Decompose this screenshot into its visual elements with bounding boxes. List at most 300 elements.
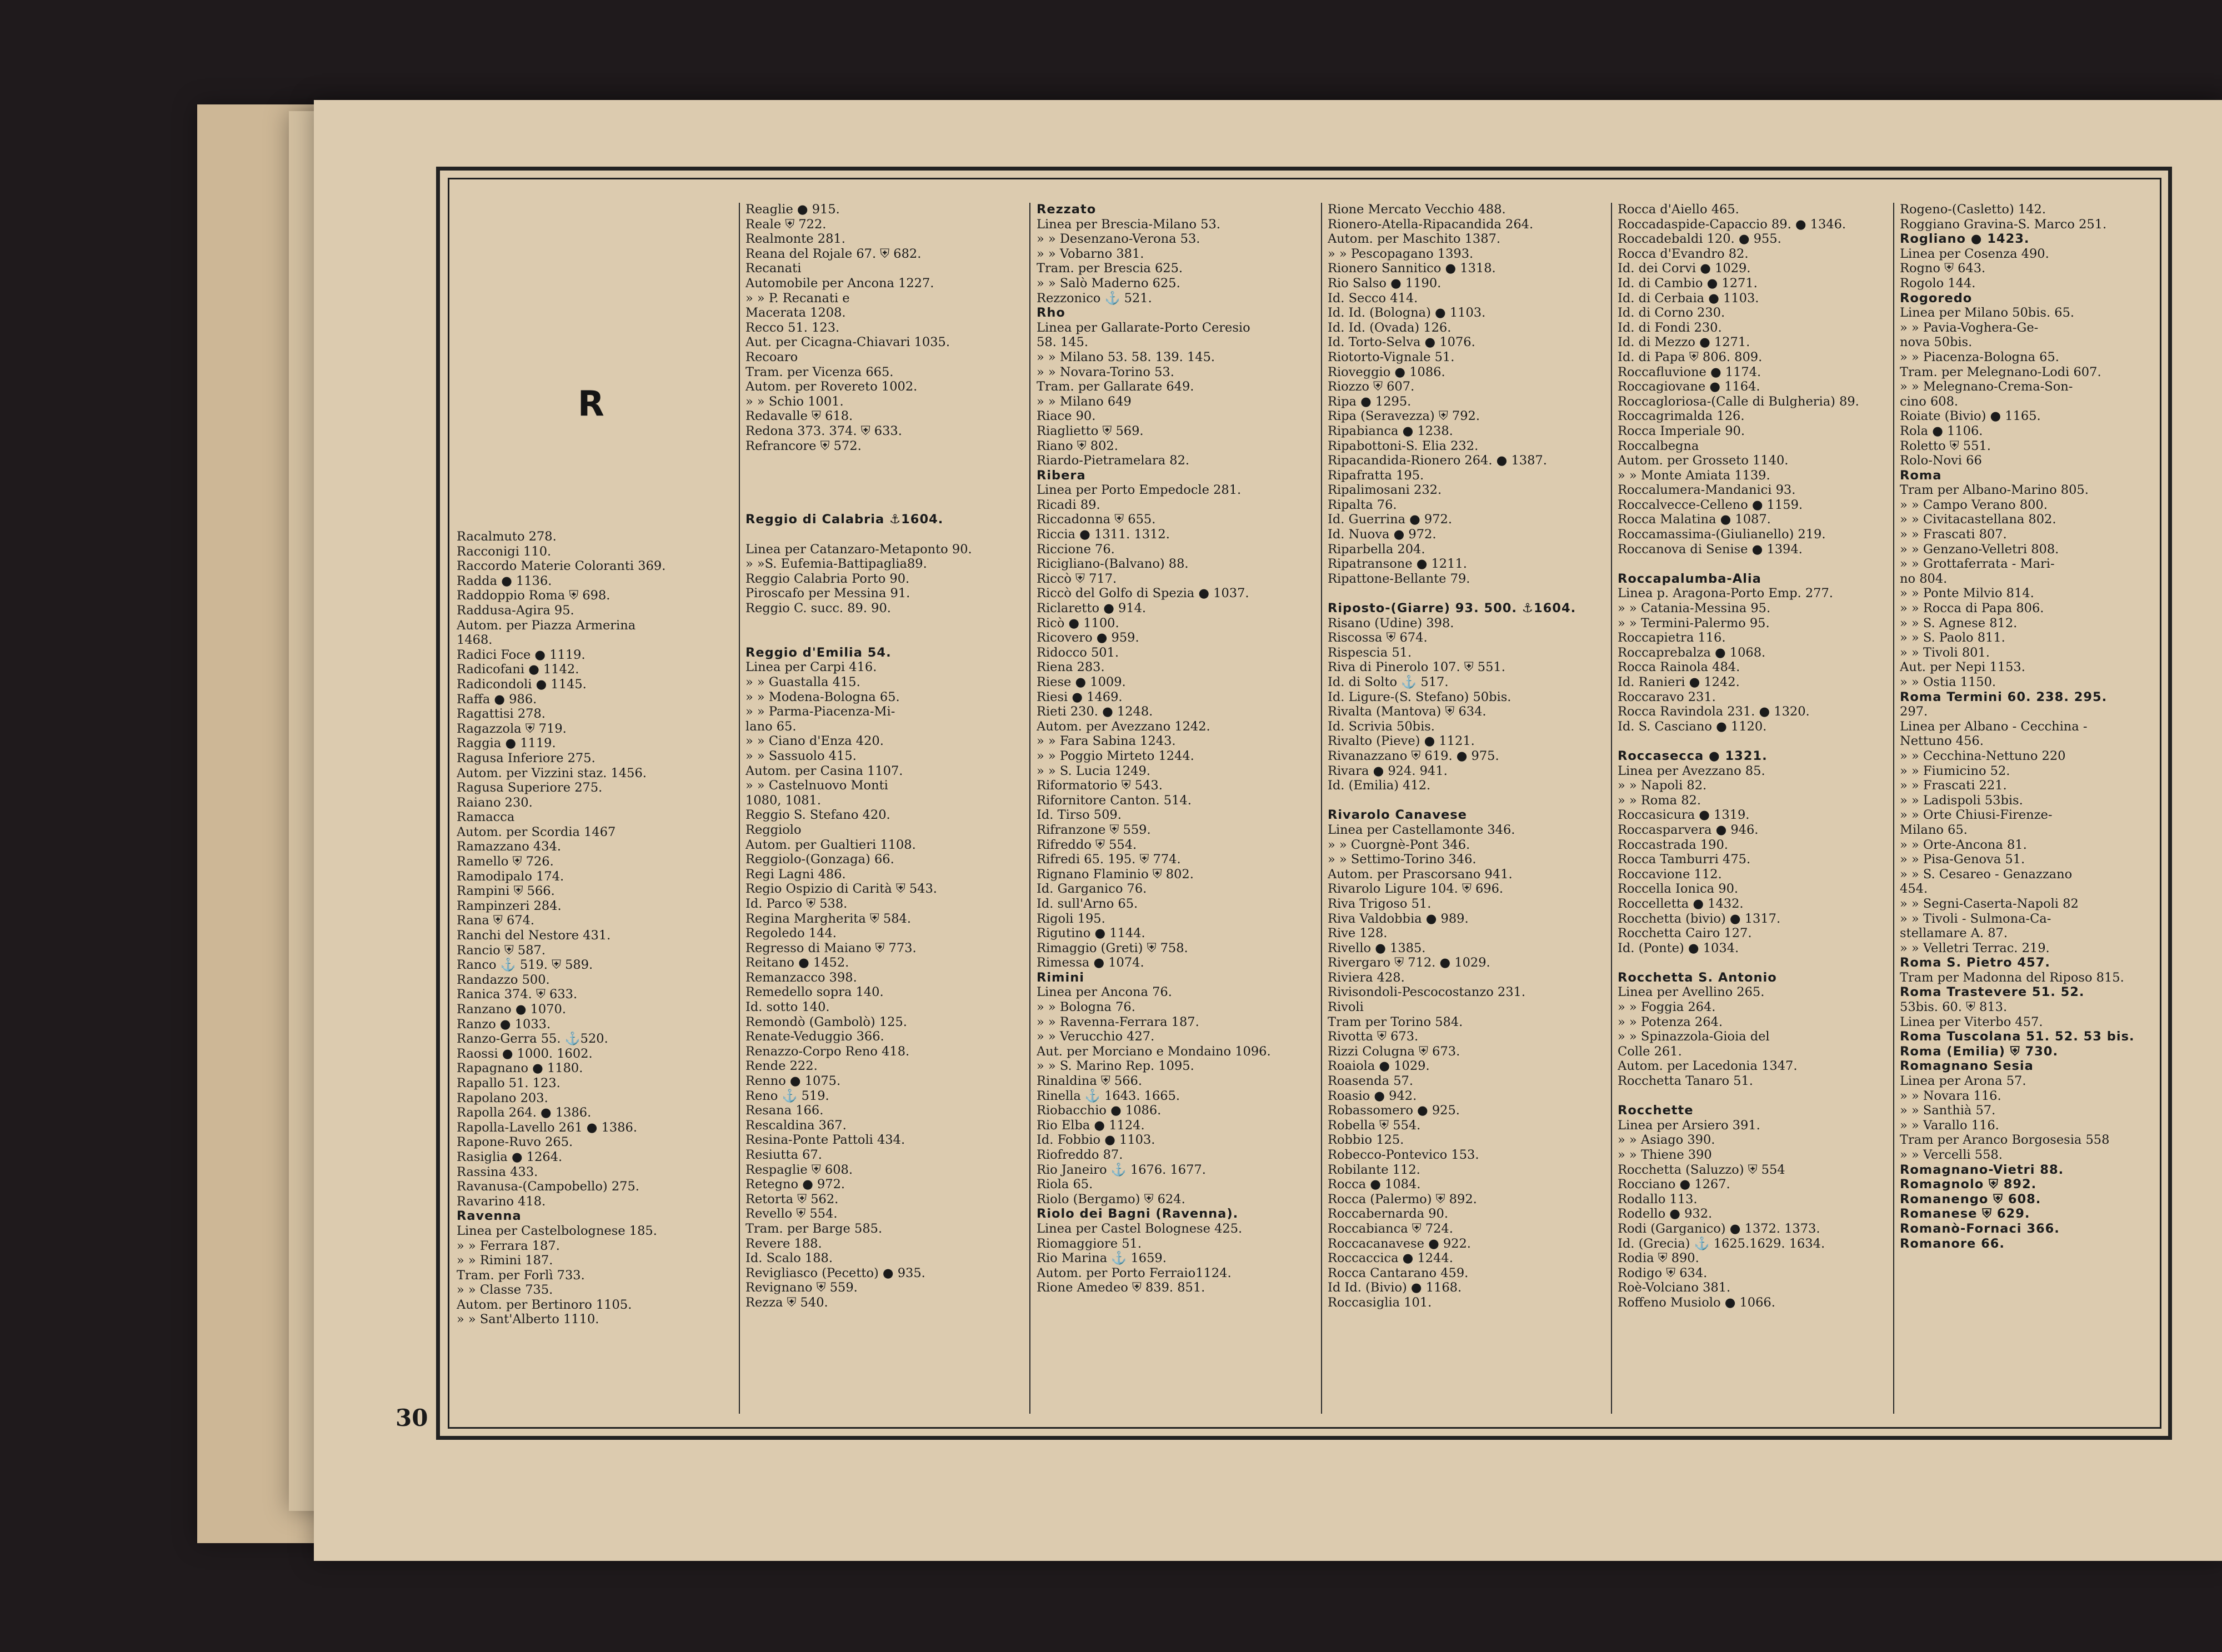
index-entry: Riformatorio ⛨ 543. bbox=[1037, 778, 1163, 793]
index-entry: » » S. Agnese 812. bbox=[1900, 615, 2018, 630]
index-entry: Regoledo 144. bbox=[745, 926, 837, 941]
index-entry: Raggia ● 1119. bbox=[457, 736, 556, 751]
index-entry: Rocchetta S. Antonio bbox=[1618, 970, 1777, 985]
index-entry: Id. (Emilia) 412. bbox=[1328, 778, 1431, 793]
index-entry: » » Grottaferrata - Mari- bbox=[1900, 557, 2055, 572]
index-entry: » » Vobarno 381. bbox=[1037, 246, 1144, 261]
index-entry: Roiate (Bivio) ● 1165. bbox=[1900, 409, 2041, 424]
index-entry: Rodigo ⛨ 634. bbox=[1618, 1265, 1708, 1280]
index-entry: Rio Marina ⚓ 1659. bbox=[1037, 1251, 1167, 1266]
index-entry: Rapolla-Lavello 261 ● 1386. bbox=[457, 1120, 637, 1135]
index-entry: Rionero-Atella-Ripacandida 264. bbox=[1328, 217, 1534, 232]
index-entry bbox=[1328, 793, 1608, 808]
index-entry: Reggio C. succ. 89. 90. bbox=[745, 601, 891, 616]
index-entry: » » Orte-Ancona 81. bbox=[1900, 837, 2027, 852]
index-entry: Rancio ⛨ 587. bbox=[457, 943, 546, 958]
index-entry: » » Melegnano-Crema-Son- bbox=[1900, 379, 2073, 394]
column-separator bbox=[1611, 203, 1612, 1414]
index-entry: Riese ● 1009. bbox=[1037, 675, 1126, 689]
index-entry: Ripalta 76. bbox=[1328, 497, 1397, 512]
index-entry: » » Monte Amiata 1139. bbox=[1618, 468, 1770, 483]
index-entry: Ravarino 418. bbox=[457, 1194, 546, 1209]
index-entry: Roaiola ● 1029. bbox=[1328, 1059, 1430, 1074]
index-entry: Rocciano ● 1267. bbox=[1618, 1177, 1730, 1192]
index-entry: Revignano ⛨ 559. bbox=[745, 1280, 858, 1295]
index-entry: Resana 166. bbox=[745, 1103, 824, 1118]
index-entry: Radicondoli ● 1145. bbox=[457, 677, 587, 692]
index-entry: Id. di Fondi 230. bbox=[1618, 320, 1722, 335]
index-entry: Rivanazzano ⛨ 619. ● 975. bbox=[1328, 748, 1499, 763]
index-entry: » » Frascati 807. bbox=[1900, 527, 2007, 542]
index-entry: Randazzo 500. bbox=[457, 972, 550, 987]
index-entry: Renate-Veduggio 366. bbox=[745, 1029, 884, 1044]
index-entry: Rogliano ● 1423. bbox=[1900, 232, 2030, 247]
index-entry: Raffa ● 986. bbox=[457, 692, 537, 707]
index-entry: Id. Nuova ● 972. bbox=[1328, 527, 1437, 542]
index-entry: Id. Ranieri ● 1242. bbox=[1618, 675, 1740, 689]
index-entry: Rivergaro ⛨ 712. ● 1029. bbox=[1328, 955, 1490, 970]
index-entry: Rimessa ● 1074. bbox=[1037, 955, 1144, 970]
index-entry: Rispescia 51. bbox=[1328, 645, 1412, 660]
index-entry: » » S. Paolo 811. bbox=[1900, 630, 2005, 645]
index-entry: Radici Foce ● 1119. bbox=[457, 647, 585, 662]
index-entry: Riomaggiore 51. bbox=[1037, 1236, 1142, 1251]
index-entry: » » Poggio Mirteto 1244. bbox=[1037, 748, 1194, 763]
index-entry: » » Fiumicino 52. bbox=[1900, 763, 2010, 778]
index-entry: Rionero Sannitico ● 1318. bbox=[1328, 261, 1496, 276]
index-entry: Rogoredo bbox=[1900, 291, 1973, 306]
index-entry: Ramacca bbox=[457, 810, 515, 825]
index-entry: Rocca (Palermo) ⛨ 892. bbox=[1328, 1192, 1477, 1207]
index-entry: Regina Margherita ⛨ 584. bbox=[745, 911, 912, 926]
index-entry: Roccadebaldi 120. ● 955. bbox=[1618, 232, 1781, 247]
index-entry: Reggio S. Stefano 420. bbox=[745, 808, 890, 823]
index-entry: » » Ponte Milvio 814. bbox=[1900, 586, 2034, 601]
index-entry: » » Milano 649 bbox=[1037, 394, 1132, 409]
index-entry: » » S. Cesareo - Genazzano bbox=[1900, 867, 2073, 882]
index-entry: Raossi ● 1000. 1602. bbox=[457, 1046, 593, 1061]
index-entry: Riccò del Golfo di Spezia ● 1037. bbox=[1037, 586, 1249, 601]
index-entry: Revigliasco (Pecetto) ● 935. bbox=[745, 1265, 925, 1280]
index-entry: Rio Janeiro ⚓ 1676. 1677. bbox=[1037, 1162, 1206, 1177]
index-entry: Rivalto (Pieve) ● 1121. bbox=[1328, 734, 1475, 749]
index-entry: Rivara ● 924. 941. bbox=[1328, 763, 1448, 778]
index-entry: Rio Salso ● 1190. bbox=[1328, 276, 1442, 291]
index-entry: Rocchetta Cairo 127. bbox=[1618, 926, 1752, 941]
index-entry: Ribera bbox=[1037, 468, 1086, 483]
index-entry: Roccastrada 190. bbox=[1618, 837, 1728, 852]
index-entry: Roccagloriosa-(Calle di Bulgheria) 89. bbox=[1618, 394, 1859, 409]
index-entry bbox=[1618, 557, 1898, 572]
index-entry: Roccasiglia 101. bbox=[1328, 1295, 1432, 1310]
index-entry: nova 50bis. bbox=[1900, 335, 1973, 350]
index-entry: Autom. per Piazza Armerina bbox=[457, 618, 636, 633]
index-entry: Racalmuto 278. bbox=[457, 529, 557, 544]
index-entry: Rivarolo Ligure 104. ⛨ 696. bbox=[1328, 882, 1504, 897]
index-entry: Rioveggio ● 1086. bbox=[1328, 364, 1445, 379]
index-entry: » » Pisa-Genova 51. bbox=[1900, 852, 2025, 867]
index-entry: Rogeno-(Casletto) 142. bbox=[1900, 202, 2046, 217]
index-entry: Revello ⛨ 554. bbox=[745, 1207, 838, 1222]
index-entry: Rive 128. bbox=[1328, 926, 1388, 941]
index-entry: » » Potenza 264. bbox=[1618, 1014, 1723, 1029]
index-entry: Riotorto-Vignale 51. bbox=[1328, 349, 1455, 364]
index-entry: Id. Secco 414. bbox=[1328, 291, 1418, 306]
index-entry: Rifreddo ⛨ 554. bbox=[1037, 837, 1137, 852]
index-entry bbox=[1328, 586, 1608, 601]
index-entry: » » Roma 82. bbox=[1618, 793, 1701, 808]
index-entry: Roma Termini 60. 238. 295. bbox=[1900, 689, 2108, 704]
index-entry bbox=[745, 468, 1026, 483]
index-entry: Rasiglia ● 1264. bbox=[457, 1149, 563, 1164]
index-entry: Rimini bbox=[1037, 970, 1084, 985]
index-entry: Linea per Carpi 416. bbox=[745, 660, 877, 675]
index-entry: Roccelletta ● 1432. bbox=[1618, 896, 1744, 911]
index-entry: » » Velletri Terrac. 219. bbox=[1900, 940, 2050, 955]
index-entry: » » Pescopagano 1393. bbox=[1328, 246, 1474, 261]
index-entry: Id. di Corno 230. bbox=[1618, 306, 1725, 321]
index-entry: Tram. per Melegnano-Lodi 607. bbox=[1900, 364, 2101, 379]
index-entry: Rione Mercato Vecchio 488. bbox=[1328, 202, 1506, 217]
index-entry: Redona 373. 374. ⛨ 633. bbox=[745, 423, 902, 438]
index-entry: Rifornitore Canton. 514. bbox=[1037, 793, 1192, 808]
index-entry: Regi Lagni 486. bbox=[745, 867, 846, 882]
index-entry: Raccordo Materie Coloranti 369. bbox=[457, 559, 666, 574]
index-entry: Roma S. Pietro 457. bbox=[1900, 955, 2050, 970]
index-entry: Rio Elba ● 1124. bbox=[1037, 1118, 1145, 1133]
index-entry: Milano 65. bbox=[1900, 822, 1968, 837]
index-entry: Reno ⚓ 519. bbox=[745, 1088, 829, 1103]
index-entry: Ridocco 501. bbox=[1037, 645, 1119, 660]
index-column-2 bbox=[745, 202, 1026, 1413]
index-entry: Riesi ● 1469. bbox=[1037, 689, 1123, 704]
index-entry: Autom. per Porto Ferraio1124. bbox=[1037, 1265, 1232, 1280]
index-entry: Reggiolo bbox=[745, 822, 802, 837]
index-entry: Linea per Cosenza 490. bbox=[1900, 246, 2049, 261]
index-entry: Id. sull'Arno 65. bbox=[1037, 896, 1138, 911]
index-entry: Tram per Madonna del Riposo 815. bbox=[1900, 970, 2124, 985]
index-entry: Riaglietto ⛨ 569. bbox=[1037, 423, 1144, 438]
index-entry: Rescaldina 367. bbox=[745, 1118, 847, 1133]
index-entry: Romagnano-Vietri 88. bbox=[1900, 1162, 2064, 1177]
index-entry: Tram. per Vicenza 665. bbox=[745, 364, 894, 379]
index-entry: Ranica 374. ⛨ 633. bbox=[457, 987, 578, 1002]
index-entry: Ricigliano-(Balvano) 88. bbox=[1037, 557, 1189, 572]
index-entry: Roccanova di Senise ● 1394. bbox=[1618, 542, 1803, 557]
index-column-3 bbox=[1037, 202, 1317, 1413]
index-entry: » » Genzano-Velletri 808. bbox=[1900, 542, 2059, 557]
index-entry: Linea per Arsiero 391. bbox=[1618, 1118, 1760, 1133]
index-entry: » » S. Marino Rep. 1095. bbox=[1037, 1059, 1194, 1074]
index-entry: Rola ● 1106. bbox=[1900, 423, 1983, 438]
index-entry: Roasio ● 942. bbox=[1328, 1088, 1417, 1103]
index-entry: Autom. per Gualtieri 1108. bbox=[745, 837, 916, 852]
index-entry: Riposto-(Giarre) 93. 500. ⚓1604. bbox=[1328, 601, 1577, 616]
index-entry: Riozzo ⛨ 607. bbox=[1328, 379, 1415, 394]
index-entry: Renazzo-Corpo Reno 418. bbox=[745, 1044, 910, 1059]
index-entry: Tram per Torino 584. bbox=[1328, 1014, 1463, 1029]
index-entry: Rieti 230. ● 1248. bbox=[1037, 704, 1153, 719]
index-entry: Riolo dei Bagni (Ravenna). bbox=[1037, 1207, 1239, 1222]
index-entry: Id. Ligure-(S. Stefano) 50bis. bbox=[1328, 689, 1512, 704]
index-entry: Rodallo 113. bbox=[1618, 1192, 1698, 1207]
index-entry: Roccavione 112. bbox=[1618, 867, 1722, 882]
index-entry: » » Rimini 187. bbox=[457, 1253, 553, 1268]
index-entry: Riolo (Bergamo) ⛨ 624. bbox=[1037, 1192, 1185, 1207]
index-entry: Robassomero ● 925. bbox=[1328, 1103, 1460, 1118]
column-separator bbox=[1321, 203, 1322, 1414]
index-entry: » » Ladispoli 53bis. bbox=[1900, 793, 2023, 808]
index-entry: Ripatransone ● 1211. bbox=[1328, 557, 1467, 572]
index-entry: Rocca Malatina ● 1087. bbox=[1618, 512, 1771, 527]
index-entry: Romagnolo ⛨ 892. bbox=[1900, 1177, 2037, 1192]
index-entry: Riardo-Pietramelara 82. bbox=[1037, 453, 1190, 468]
index-entry: Roccella Ionica 90. bbox=[1618, 882, 1739, 897]
index-entry: Ranco ⚓ 519. ⛨ 589. bbox=[457, 958, 593, 973]
index-entry: Riobacchio ● 1086. bbox=[1037, 1103, 1162, 1118]
index-entry: Resiutta 67. bbox=[745, 1148, 822, 1162]
index-entry: » » Vercelli 558. bbox=[1900, 1148, 2003, 1162]
index-entry: Radda ● 1136. bbox=[457, 573, 552, 588]
index-entry: Roccasicura ● 1319. bbox=[1618, 808, 1750, 823]
index-entry: Roccapietra 116. bbox=[1618, 630, 1726, 645]
index-entry: Regio Ospizio di Carità ⛨ 543. bbox=[745, 882, 937, 897]
index-entry: Rifredi 65. 195. ⛨ 774. bbox=[1037, 852, 1181, 867]
index-entry: Roccafluvione ● 1174. bbox=[1618, 364, 1761, 379]
index-entry: Rezzonico ⚓ 521. bbox=[1037, 291, 1152, 306]
index-entry: Rapolano 203. bbox=[457, 1090, 548, 1105]
index-entry: Roccabernarda 90. bbox=[1328, 1207, 1448, 1222]
index-entry: Id. (Ponte) ● 1034. bbox=[1618, 940, 1739, 955]
index-entry: Rigutino ● 1144. bbox=[1037, 926, 1145, 941]
index-entry: Riena 283. bbox=[1037, 660, 1105, 675]
index-entry: Riofreddo 87. bbox=[1037, 1148, 1123, 1162]
index-entry: Ripabottoni-S. Elia 232. bbox=[1328, 438, 1479, 453]
index-entry: Reggio Calabria Porto 90. bbox=[745, 571, 910, 586]
column-separator bbox=[1029, 203, 1030, 1414]
index-entry: » » Cecchina-Nettuno 220 bbox=[1900, 748, 2066, 763]
index-entry: » » Napoli 82. bbox=[1618, 778, 1707, 793]
index-entry: Id. Parco ⛨ 538. bbox=[745, 896, 848, 911]
index-entry: Linea per Viterbo 457. bbox=[1900, 1014, 2043, 1029]
index-entry: Riccadonna ⛨ 655. bbox=[1037, 512, 1156, 527]
index-entry: Ravenna bbox=[457, 1209, 522, 1224]
index-column-4 bbox=[1328, 202, 1608, 1413]
index-entry: cino 608. bbox=[1900, 394, 1959, 409]
index-entry bbox=[1618, 1089, 1898, 1104]
index-entry: Riclaretto ● 914. bbox=[1037, 601, 1147, 616]
index-entry: Id. Torto-Selva ● 1076. bbox=[1328, 335, 1475, 350]
index-entry: » » Catania-Messina 95. bbox=[1618, 601, 1771, 616]
index-entry: Linea per Brescia-Milano 53. bbox=[1037, 217, 1220, 232]
index-entry: Linea per Castelbolognese 185. bbox=[457, 1223, 657, 1238]
index-entry: 53bis. 60. ⛨ 813. bbox=[1900, 1000, 2008, 1015]
index-entry: Rodello ● 932. bbox=[1618, 1207, 1713, 1222]
index-entry: Recoaro bbox=[745, 349, 798, 364]
index-entry: Autom. per Avezzano 1242. bbox=[1037, 719, 1210, 734]
index-entry: » » Settimo-Torino 346. bbox=[1328, 852, 1477, 867]
index-entry: Roma Tuscolana 51. 52. 53 bis. bbox=[1900, 1029, 2135, 1044]
index-entry: Roccasparvera ● 946. bbox=[1618, 822, 1759, 837]
index-entry: Radicofani ● 1142. bbox=[457, 662, 579, 677]
index-entry: Ranzano ● 1070. bbox=[457, 1002, 567, 1017]
index-entry: Riva Valdobbia ● 989. bbox=[1328, 911, 1469, 926]
index-entry: Rocca d'Evandro 82. bbox=[1618, 246, 1749, 261]
column-separator bbox=[739, 203, 740, 1414]
index-entry: Regresso di Maiano ⛨ 773. bbox=[745, 940, 917, 955]
index-entry bbox=[745, 453, 1026, 468]
index-entry: Rampinzeri 284. bbox=[457, 898, 562, 913]
index-entry: Id Id. (Bivio) ● 1168. bbox=[1328, 1280, 1462, 1295]
index-entry: Rocca Cantarano 459. bbox=[1328, 1265, 1469, 1280]
index-entry: Autom. per Lacedonia 1347. bbox=[1618, 1059, 1798, 1074]
index-entry: » » P. Recanati e bbox=[745, 291, 850, 306]
index-entry: Ragazzola ⛨ 719. bbox=[457, 721, 567, 736]
index-entry: Ripacandida-Rionero 264. ● 1387. bbox=[1328, 453, 1547, 468]
index-entry: Raddusa-Agira 95. bbox=[457, 603, 574, 618]
index-entry: Rogno ⛨ 643. bbox=[1900, 261, 1986, 276]
index-entry: Rocchetta (Saluzzo) ⛨ 554 bbox=[1618, 1162, 1785, 1177]
index-entry: Rivisondoli-Pescocostanzo 231. bbox=[1328, 985, 1526, 1000]
index-entry: Rione Amedeo ⛨ 839. 851. bbox=[1037, 1280, 1205, 1295]
index-entry: Roccagiovane ● 1164. bbox=[1618, 379, 1760, 394]
index-entry: stellamare A. 87. bbox=[1900, 926, 2008, 941]
index-entry: Remanzacco 398. bbox=[745, 970, 857, 985]
index-entry: Roè-Volciano 381. bbox=[1618, 1280, 1731, 1295]
index-entry: Id. Id. (Ovada) 126. bbox=[1328, 320, 1452, 335]
index-entry: » » Santhià 57. bbox=[1900, 1103, 1996, 1118]
index-entry: Rivalta (Mantova) ⛨ 634. bbox=[1328, 704, 1487, 719]
index-entry: » » Thiene 390 bbox=[1618, 1148, 1712, 1162]
index-entry: » » Varallo 116. bbox=[1900, 1118, 1999, 1133]
index-entry: » » Foggia 264. bbox=[1618, 1000, 1716, 1015]
index-entry: Romanore 66. bbox=[1900, 1236, 2005, 1251]
index-entry: » » Ciano d'Enza 420. bbox=[745, 734, 884, 749]
index-entry: » » Frascati 221. bbox=[1900, 778, 2007, 793]
index-entry: Reggio d'Emilia 54. bbox=[745, 645, 892, 660]
index-entry: Rapagnano ● 1180. bbox=[457, 1061, 583, 1076]
index-entry: Rana ⛨ 674. bbox=[457, 913, 535, 928]
index-entry: » » Modena-Bologna 65. bbox=[745, 689, 900, 704]
index-entry: Roffeno Musiolo ● 1066. bbox=[1618, 1295, 1775, 1310]
index-entry: Macerata 1208. bbox=[745, 306, 846, 321]
index-entry bbox=[745, 498, 1026, 513]
index-entry: Id. sotto 140. bbox=[745, 1000, 830, 1015]
index-entry: Roma (Emilia) ⛨ 730. bbox=[1900, 1044, 2059, 1059]
index-entry: Ragusa Inferiore 275. bbox=[457, 750, 595, 765]
index-column-5 bbox=[1618, 202, 1898, 1413]
index-entry: Raiano 230. bbox=[457, 795, 533, 810]
index-entry: Renno ● 1075. bbox=[745, 1074, 841, 1089]
index-entry: Roggiano Gravina-S. Marco 251. bbox=[1900, 217, 2107, 232]
index-entry: Id. Tirso 509. bbox=[1037, 808, 1122, 823]
index-entry: Reana del Rojale 67. ⛨ 682. bbox=[745, 246, 922, 261]
index-entry: 1468. bbox=[457, 633, 493, 648]
index-entry: Rho bbox=[1037, 306, 1065, 321]
index-entry: Rapone-Ruvo 265. bbox=[457, 1135, 573, 1150]
index-entry: » » Orte Chiusi-Firenze- bbox=[1900, 808, 2053, 823]
index-entry: Linea per Albano - Cecchina - bbox=[1900, 719, 2088, 734]
index-entry: Id. Scalo 188. bbox=[745, 1251, 833, 1266]
index-entry: » » Sant'Alberto 1110. bbox=[457, 1312, 599, 1327]
index-entry: Roccagrimalda 126. bbox=[1618, 409, 1745, 424]
index-entry: Id. di Mezzo ● 1271. bbox=[1618, 335, 1750, 350]
index-entry: Rivello ● 1385. bbox=[1328, 940, 1426, 955]
index-entry: Id. di Cambio ● 1271. bbox=[1618, 276, 1758, 291]
index-entry: Ragusa Superiore 275. bbox=[457, 780, 603, 795]
index-entry: Riscossa ⛨ 674. bbox=[1328, 630, 1428, 645]
index-entry: » » Guastalla 415. bbox=[745, 675, 860, 689]
index-column-6 bbox=[1900, 202, 2180, 1413]
index-entry: Linea per Arona 57. bbox=[1900, 1074, 2026, 1089]
index-entry: Raddoppio Roma ⛨ 698. bbox=[457, 588, 610, 603]
index-entry: Autom. per Maschito 1387. bbox=[1328, 232, 1501, 247]
index-entry: Rocca Ravindola 231. ● 1320. bbox=[1618, 704, 1810, 719]
index-entry: Roccalbegna bbox=[1618, 438, 1699, 453]
index-entry: Rende 222. bbox=[745, 1059, 818, 1074]
index-entry: Robecco-Pontevico 153. bbox=[1328, 1148, 1479, 1162]
index-entry: » » Spinazzola-Gioia del bbox=[1618, 1029, 1770, 1044]
index-entry: Linea per Porto Empedocle 281. bbox=[1037, 483, 1242, 498]
index-entry: » » Segni-Caserta-Napoli 82 bbox=[1900, 896, 2079, 911]
index-entry: Racconigi 110. bbox=[457, 544, 552, 559]
index-entry: » » Civitacastellana 802. bbox=[1900, 512, 2056, 527]
index-entry: Reggio di Calabria ⚓1604. bbox=[745, 512, 944, 527]
index-entry: Riccione 76. bbox=[1037, 542, 1115, 557]
index-entry: Rapolla 264. ● 1386. bbox=[457, 1105, 592, 1120]
index-entry: no 804. bbox=[1900, 571, 1948, 586]
index-entry: Rampini ⛨ 566. bbox=[457, 884, 555, 899]
index-entry: Redavalle ⛨ 618. bbox=[745, 409, 853, 424]
index-entry: Ranchi del Nestore 431. bbox=[457, 928, 611, 943]
index-entry: Id. Id. (Bologna) ● 1103. bbox=[1328, 306, 1486, 321]
index-entry bbox=[1618, 955, 1898, 970]
index-entry: Riviera 428. bbox=[1328, 970, 1405, 985]
index-entry: Autom. per Bertinoro 1105. bbox=[457, 1297, 632, 1312]
index-entry: Riva Trigoso 51. bbox=[1328, 896, 1432, 911]
index-entry: » » Cuorgnè-Pont 346. bbox=[1328, 837, 1470, 852]
index-entry: » » Pavia-Voghera-Ge- bbox=[1900, 320, 2039, 335]
index-entry: Remedello sopra 140. bbox=[745, 985, 884, 1000]
index-entry: Linea per Milano 50bis. 65. bbox=[1900, 306, 2075, 321]
index-entry: Ripa (Seravezza) ⛨ 792. bbox=[1328, 409, 1480, 424]
index-entry: Rocca Rainola 484. bbox=[1618, 660, 1740, 675]
index-entry: Colle 261. bbox=[1618, 1044, 1682, 1059]
index-entry: Rocca Tamburri 475. bbox=[1618, 852, 1751, 867]
index-entry: Riace 90. bbox=[1037, 409, 1096, 424]
index-entry: Rinaldina ⛨ 566. bbox=[1037, 1074, 1143, 1089]
index-entry: » » Salò Maderno 625. bbox=[1037, 276, 1180, 291]
index-entry: Id. (Grecia) ⚓ 1625.1629. 1634. bbox=[1618, 1236, 1825, 1251]
index-entry: Rocchetta (bivio) ● 1317. bbox=[1618, 911, 1781, 926]
index-entry: » » Tivoli 801. bbox=[1900, 645, 1990, 660]
index-entry: » » Milano 53. 58. 139. 145. bbox=[1037, 349, 1215, 364]
index-entry: » » Desenzano-Verona 53. bbox=[1037, 232, 1200, 247]
index-entry: Linea p. Aragona-Porto Emp. 277. bbox=[1618, 586, 1833, 601]
index-entry: Riparbella 204. bbox=[1328, 542, 1425, 557]
index-entry: Rinella ⚓ 1643. 1665. bbox=[1037, 1088, 1180, 1103]
index-entry: Roccacanavese ● 922. bbox=[1328, 1236, 1471, 1251]
index-entry: » » Classe 735. bbox=[457, 1283, 553, 1298]
index-entry: Ramodipalo 174. bbox=[457, 869, 564, 884]
index-entry: Robella ⛨ 554. bbox=[1328, 1118, 1421, 1133]
index-entry: Rignano Flaminio ⛨ 802. bbox=[1037, 867, 1194, 882]
index-entry: Resina-Ponte Pattoli 434. bbox=[745, 1133, 905, 1148]
index-entry: Roasenda 57. bbox=[1328, 1074, 1414, 1089]
index-entry: Recanati bbox=[745, 261, 802, 276]
index-entry: » » Ravenna-Ferrara 187. bbox=[1037, 1014, 1199, 1029]
index-entry: Recco 51. 123. bbox=[745, 320, 840, 335]
